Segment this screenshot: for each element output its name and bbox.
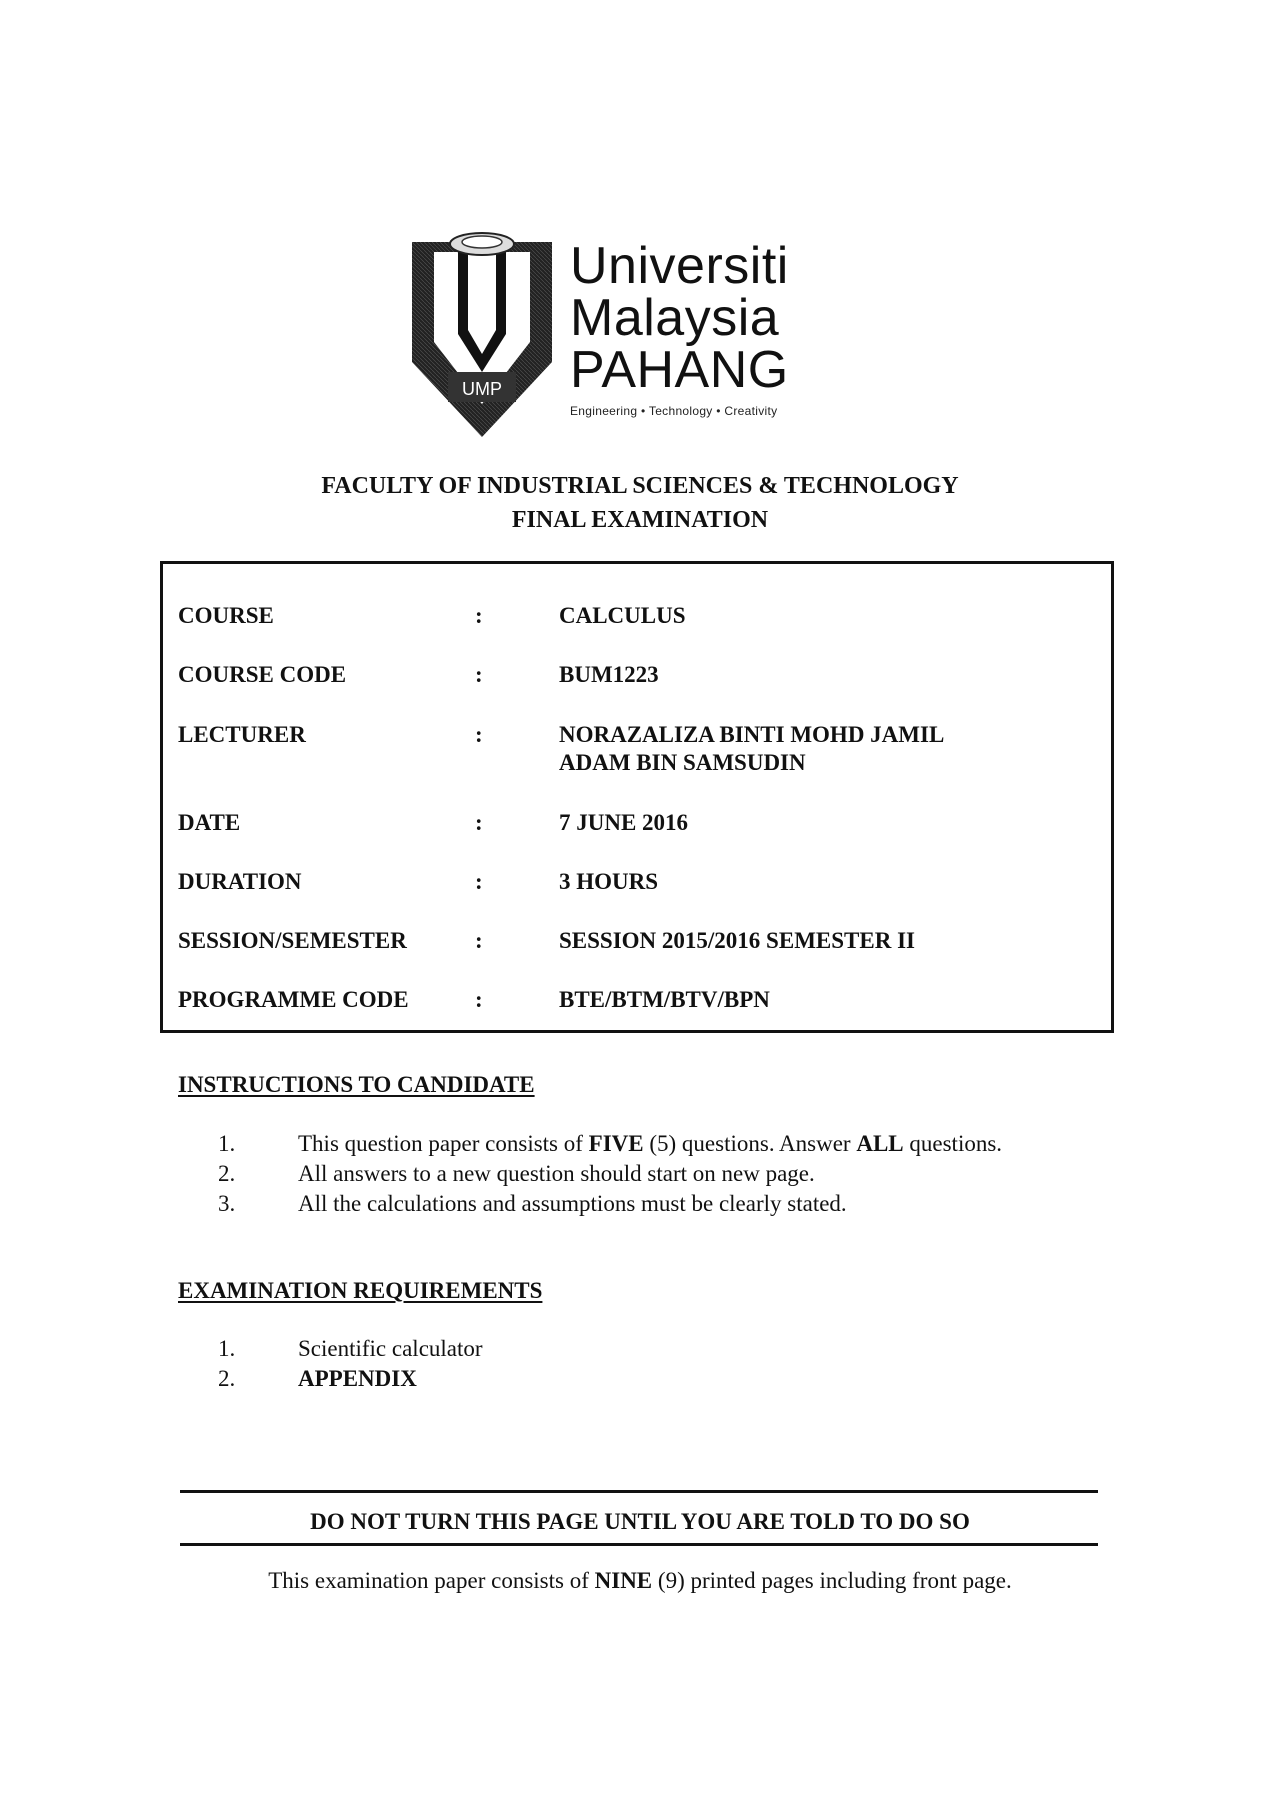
info-colon: : [475, 987, 483, 1012]
item-text: Scientific calculator [298, 1336, 483, 1361]
note-text-bold: NINE [594, 1568, 653, 1593]
info-value: CALCULUS [559, 603, 686, 628]
faculty-heading: FACULTY OF INDUSTRIAL SCIENCES & TECHNOLOGY [321, 473, 959, 499]
page-count-note [0, 1568, 1280, 1594]
university-logo-emblem [412, 222, 552, 437]
instructions-title: INSTRUCTIONS TO CANDIDATE [178, 1072, 535, 1097]
note-text-part: This examination paper consists of [268, 1568, 595, 1593]
info-colon: : [475, 662, 483, 687]
info-value: BTE/BTM/BTV/BPN [559, 987, 770, 1012]
item-text-part: (5) questions. Answer [643, 1131, 857, 1156]
item-text-bold: FIVE [588, 1131, 644, 1156]
wordmark-line-3: PAHANG [570, 341, 789, 399]
info-label: LECTURER [178, 722, 306, 747]
info-colon: : [475, 928, 483, 953]
item-text-part: questions. [903, 1131, 1003, 1156]
info-value: 3 HOURS [559, 869, 659, 894]
item-text-bold: ALL [856, 1131, 904, 1156]
item-text [298, 1129, 1002, 1159]
divider-bottom [180, 1543, 1098, 1546]
note-text-part: (9) printed pages including front page. [652, 1568, 1012, 1593]
item-number: 1. [218, 1131, 236, 1156]
info-label: COURSE [178, 603, 274, 628]
item-number: 2. [218, 1366, 236, 1391]
item-text-part: This question paper consists of [298, 1131, 589, 1156]
divider-top [180, 1490, 1098, 1493]
item-number: 3. [218, 1191, 236, 1216]
instruction-item-2 [218, 1159, 1118, 1189]
item-number: 1. [218, 1336, 236, 1361]
info-value: NORAZALIZA BINTI MOHD JAMIL [559, 722, 945, 747]
shield-icon [412, 222, 552, 437]
exam-heading: FINAL EXAMINATION [511, 507, 769, 533]
instruction-item-1 [218, 1129, 1118, 1159]
info-label: DATE [178, 810, 241, 835]
info-colon: : [475, 869, 483, 894]
info-value: SESSION 2015/2016 SEMESTER II [559, 928, 915, 953]
wordmark-line-1: Universiti [570, 237, 789, 295]
requirement-item-1 [218, 1334, 818, 1364]
info-colon: : [475, 810, 483, 835]
info-value: 7 JUNE 2016 [559, 810, 689, 835]
wordmark-tagline: Engineering • Technology • Creativity [570, 404, 778, 418]
info-value-second-line: ADAM BIN SAMSUDIN [559, 750, 806, 775]
emblem-text: UMP [462, 379, 502, 399]
item-text: APPENDIX [298, 1366, 417, 1391]
item-text: All answers to a new question should start on new page. [298, 1161, 815, 1186]
item-text: All the calculations and assumptions must be clearly stated. [298, 1191, 847, 1216]
item-number: 2. [218, 1161, 236, 1186]
wordmark-line-2: Malaysia [570, 289, 780, 347]
warning-text: DO NOT TURN THIS PAGE UNTIL YOU ARE TOLD TO DO SO [310, 1509, 970, 1534]
university-wordmark [570, 237, 789, 418]
info-value: BUM1223 [559, 662, 659, 687]
info-colon: : [475, 603, 483, 628]
info-label: DURATION [178, 869, 302, 894]
info-colon: : [475, 722, 483, 747]
requirements-title: EXAMINATION REQUIREMENTS [178, 1278, 543, 1303]
exam-info-box [160, 561, 1114, 1033]
instruction-item-3 [218, 1189, 1118, 1219]
info-label: SESSION/SEMESTER [178, 928, 407, 953]
info-label: PROGRAMME CODE [178, 987, 409, 1012]
info-label: COURSE CODE [178, 662, 347, 687]
requirement-item-2 [218, 1364, 818, 1394]
